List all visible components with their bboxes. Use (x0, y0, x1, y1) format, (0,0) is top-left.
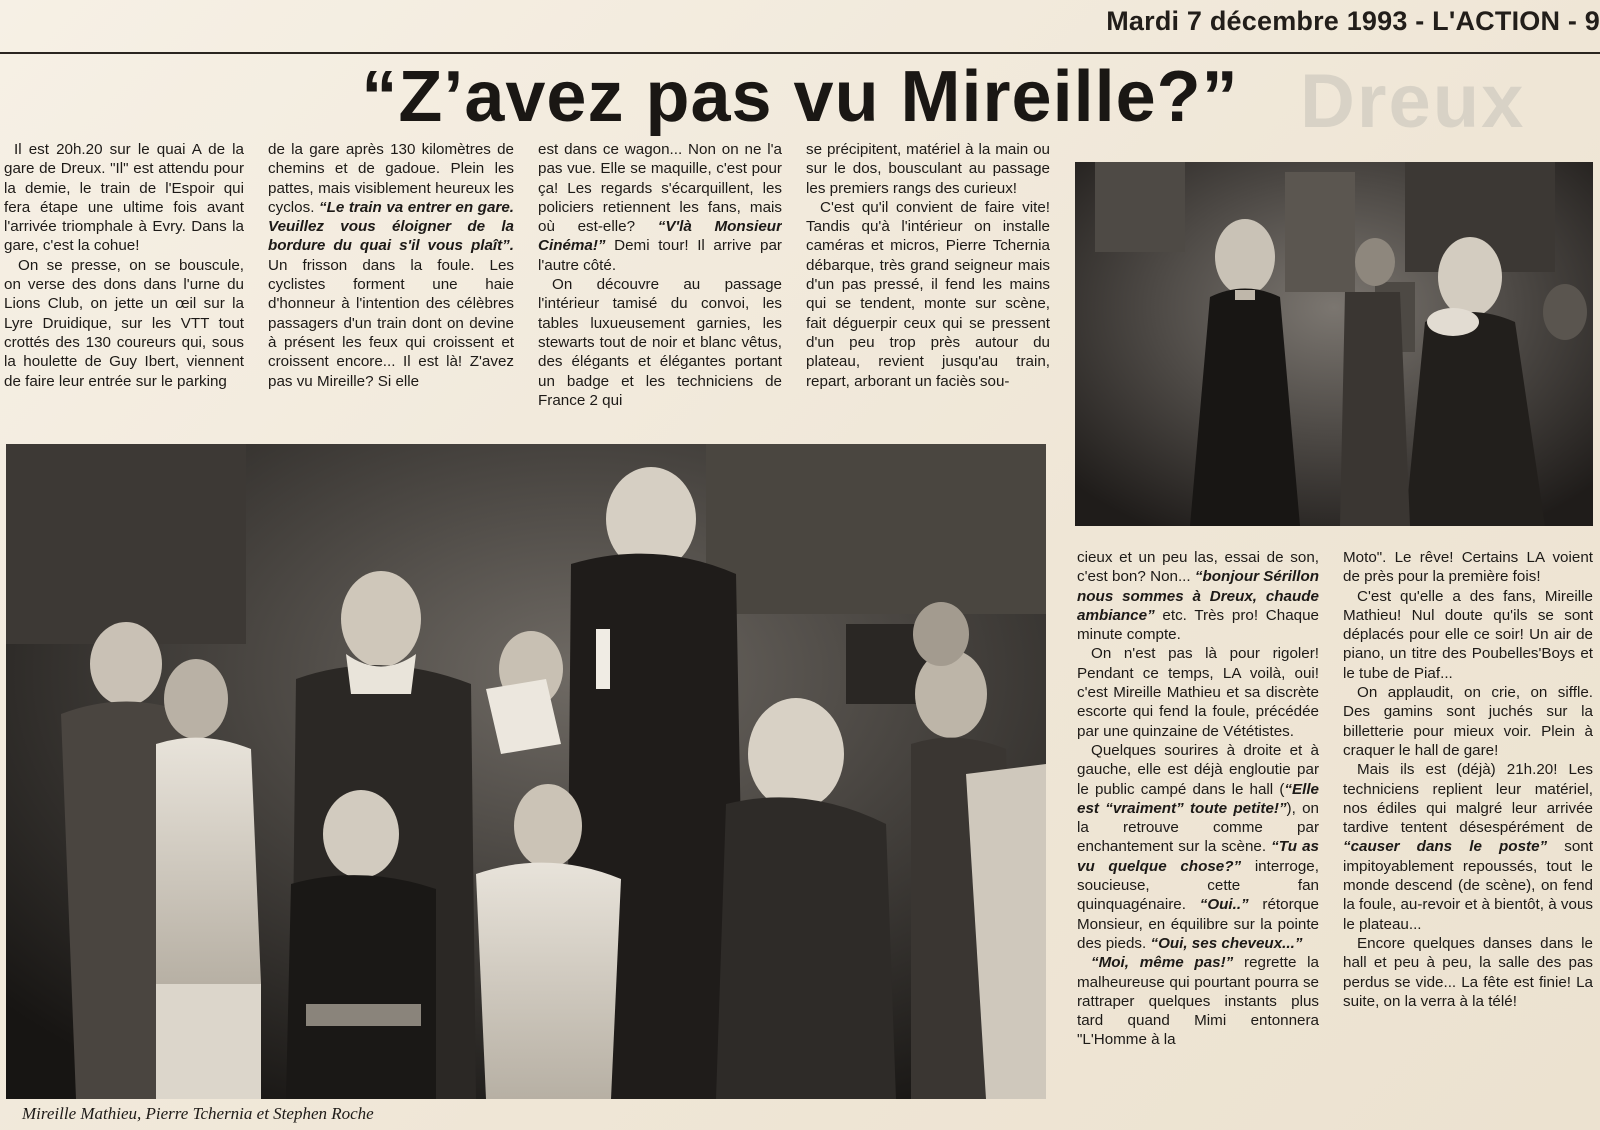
paragraph: On découvre au passage l'intérieur tamisé du convoi, les tables luxueusement garnies, les stewarts tout de noir et blanc vêtus, des élégants et élégantes portant un badge et les techniciens de France 2 qui (538, 276, 782, 409)
paragraph: On applaudit, on crie, on siffle. Des gamins sont juchés sur la billetterie pour mieux voir. Plein à craquer le hall de gare! (1343, 684, 1593, 759)
quote: “V'là Monsieur Cinéma!” (538, 218, 782, 255)
text-run: cieux et un peu las, essai de son, c'est bon? Non... (1077, 549, 1319, 586)
paragraph: C'est qu'elle a des fans, Mireille Mathieu! Nul doute qu'ils se sont déplacés pour elle ce soir! Un air de piano, un titre des Poubelles'Boys et le tube de Piaf... (1343, 587, 1593, 682)
text-run: est dans ce wagon... Non on ne l'a pas vue. Elle se maquille, c'est pour ça! Les regards s'écarquillent, les policiers retiennent les fans, mais où est-elle? (538, 141, 782, 236)
article-column-5 (1077, 548, 1319, 1130)
article-column-1 (4, 140, 244, 438)
bleed-through-text: Dreux (1300, 59, 1526, 144)
photo-image (1075, 162, 1593, 526)
paragraph: Moto". Le rêve! Certains LA voient de près pour la première fois! (1343, 549, 1593, 586)
photo-image (6, 444, 1046, 1099)
paragraph (268, 140, 514, 391)
text-run: Un frisson dans la foule. Les cyclistes forment une haie d'honneur à l'intention des célèbres passagers d'un train dont on devine à présent les feux qui croissent et croissent encore... Il est là! Z'avez pas vu Mireille? Si elle (268, 256, 514, 390)
paragraph: Il est 20h.20 sur le quai A de la gare de Dreux. "Il" est attendu pour la demie, le train de l'Espoir qui fera étape une ultime fois avant l'arrivée triomphale à Evry. Dans la gare, c'est la cohue! (4, 141, 244, 255)
text-run: etc. Très pro! Chaque minute compte. (1077, 606, 1319, 644)
quote: “Oui, ses cheveux...” (1150, 934, 1303, 952)
text-run: Demi tour! Il arrive par l'autre côté. (538, 237, 782, 274)
paragraph: On se presse, on se bouscule, on verse des dons dans l'urne du Lions Club, on jette un œil sur la Lyre Druidique, sur les VTT tout crottés des 130 coureurs qui, sous la houlette de Guy Ibert, viennent de faire leur entrée sur le parking (4, 256, 244, 390)
paragraph (1077, 548, 1319, 644)
paragraph: se précipitent, matériel à la main ou sur le dos, bousculant au passage les premiers rangs des curieux! (806, 141, 1050, 197)
quote: “causer dans le poste” (1343, 838, 1548, 856)
photo-crowd-main (6, 444, 1046, 1099)
text-run: ), on la retrouve comme par enchantement sur la scène. (1077, 799, 1319, 856)
quote: “Le train va entrer en gare. Veuillez vous éloigner de la bordure du quai s'il vous plaît”. (268, 198, 514, 255)
quote: “Oui..” (1199, 896, 1249, 914)
article-column-4 (806, 140, 1050, 438)
photo-mireille-interview (1075, 162, 1593, 526)
text-run: Quelques sourires à droite et à gauche, elle est déjà engloutie par le public campé dans le hall ( (1077, 741, 1319, 798)
paragraph (1077, 741, 1319, 953)
paragraph: On n'est pas là pour rigoler! Pendant ce temps, LA voilà, oui! c'est Mireille Mathieu et sa discrète escorte qui fend la foule, précédée par une quinzaine de Vététistes. (1077, 645, 1319, 740)
text-run: sont impitoyablement repoussés, tout le monde descend (de scène), on fend la foule, au-revoir et à bientôt, à vous le plateau... (1343, 838, 1593, 933)
article-column-2 (268, 140, 514, 438)
paragraph: Encore quelques danses dans le hall et peu à peu, la salle des pas perdus se vide... La fête est finie! La suite, on la verra à la télé! (1343, 934, 1593, 1010)
paragraph (538, 140, 782, 275)
paragraph: C'est qu'il convient de faire vite! Tandis qu'à l'intérieur on installe caméras et micros, Pierre Tchernia débarque, très grand seigneur mais d'un pas pressé, il fend les mains qui se tendent, monte sur scène, fait déguerpir ceux qui se pressent d'un peu trop près autour du plateau, revient jusqu'au train, repart, arborant un faciès sou- (806, 198, 1050, 390)
headline: “Z’avez pas vu Mireille?” (361, 57, 1239, 137)
dateline: Mardi 7 décembre 1993 - L'ACTION - 9 (1106, 6, 1600, 36)
article-column-6 (1343, 548, 1593, 1130)
quote: “Tu as vu quelque chose?” (1077, 838, 1319, 875)
paragraph (1343, 760, 1593, 934)
text-run: interroge, soucieuse, cette fan quinquagénaire. (1077, 857, 1319, 914)
text-run: regrette la malheureuse qui pourtant pourra se rattraper quelques instants plus tard quand Mimi entonnera "L'Homme à la (1077, 954, 1319, 1049)
paragraph (1077, 953, 1319, 1049)
photo-caption: Mireille Mathieu, Pierre Tchernia et Stephen Roche (22, 1104, 374, 1123)
text-run: rétorque Monsieur, en équilibre sur la pointe des pieds. (1077, 896, 1319, 952)
quote: “Elle est “vraiment” toute petite!” (1077, 780, 1319, 817)
text-run: de la gare après 130 kilomètres de chemins et de gadoue. Plein les pattes, mais visiblement heureux les cyclos. (268, 141, 514, 216)
text-run: Mais ils est (déjà) 21h.20! Les techniciens replient leur matériel, nos édiles qui malgré leur arrivée tardive tentent désespérément de (1343, 761, 1593, 837)
quote: “Moi, même pas!” (1091, 954, 1234, 972)
quote: “bonjour Sérillon nous sommes à Dreux, chaude ambiance” (1077, 568, 1319, 624)
article-column-3 (538, 140, 782, 438)
